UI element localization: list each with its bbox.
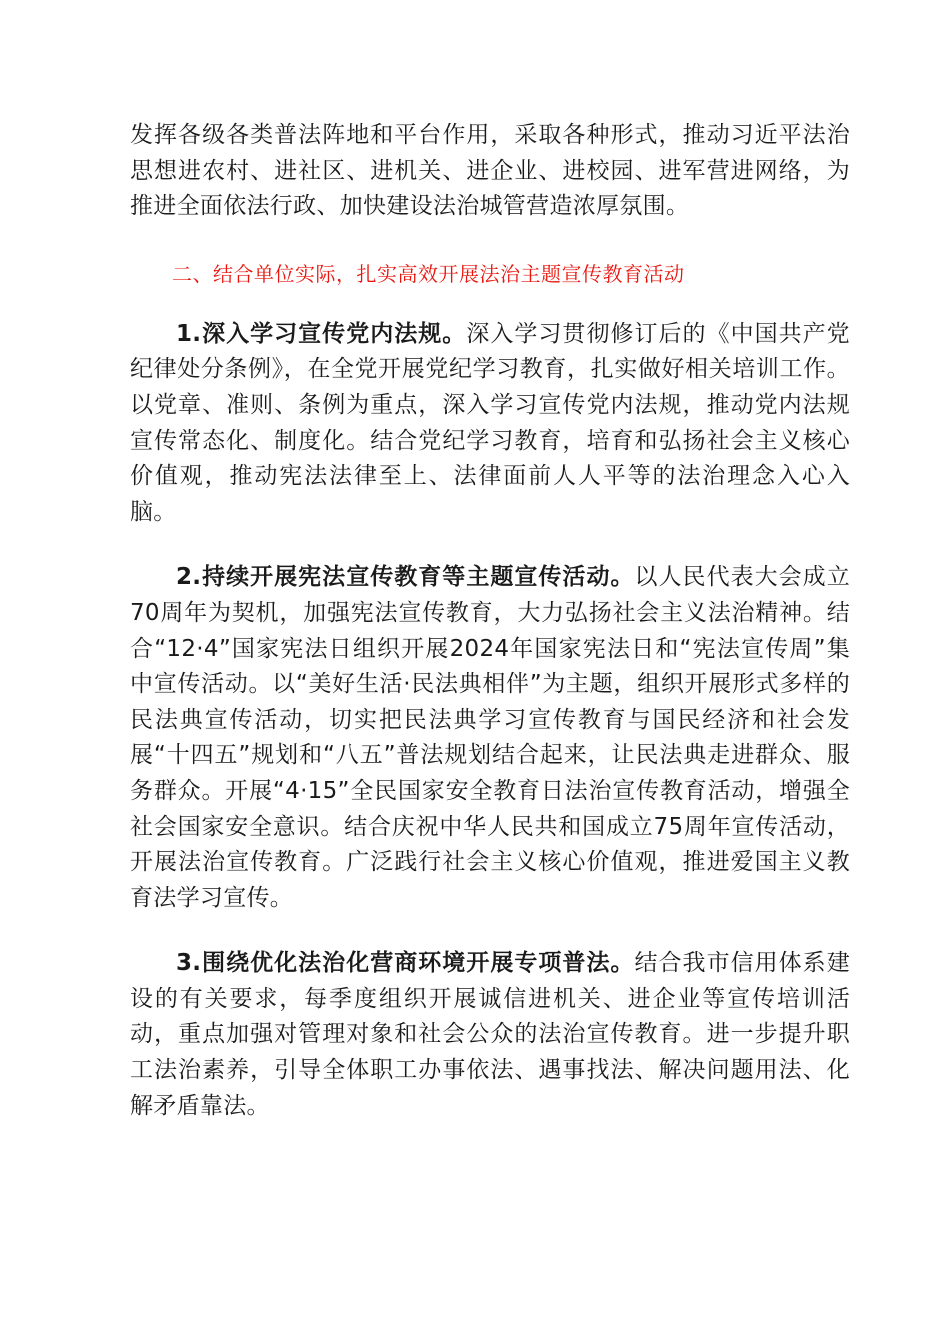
document-body bbox=[130, 118, 850, 1124]
item-body-3: 结合我市信用体系建设的有关要求，每季度组织开展诚信进机关、进企业等宣传培训活动，重点加强对管理对象和社会公众的法治宣传教育。进一步提升职工法治素养，引导全体职工办事依法、遇事找法、解决问题用法、化解矛盾靠法。 bbox=[130, 950, 850, 1119]
item-body-2: 以人民代表大会成立70周年为契机，加强宪法宣传教育，大力弘扬社会主义法治精神。结合“12·4”国家宪法日组织开展2024年国家宪法日和“宪法宣传周”集中宣传活动。以“美好生活·民法典相伴”为主题，组织开展形式多样的民法典宣传活动，切实把民法典学习宣传教育与国民经济和社会发展“十四五”规划和“八五”普法规划结合起来，让民法典走进群众、服务群众。开展“4·15”全民国家安全教育日法治宣传教育活动，增强全社会国家安全意识。结合庆祝中华人民共和国成立75周年宣传活动，开展法治宣传教育。广泛践行社会主义核心价值观，推进爱国主义教育法学习宣传。 bbox=[130, 564, 850, 911]
spacer bbox=[130, 916, 850, 946]
item-paragraph-2 bbox=[130, 560, 850, 916]
spacer bbox=[130, 225, 850, 259]
section-heading: 二、结合单位实际，扎实高效开展法治主题宣传教育活动 bbox=[172, 261, 685, 286]
spacer bbox=[130, 530, 850, 560]
item-title-1: 1.深入学习宣传党内法规。 bbox=[176, 320, 467, 347]
item-paragraph-1 bbox=[130, 317, 850, 531]
item-body-1: 深入学习贯彻修订后的《中国共产党纪律处分条例》，在全党开展党纪学习教育，扎实做好相关培训工作。以党章、准则、条例为重点，深入学习宣传党内法规，推动党内法规宣传常态化、制度化。结合党纪学习教育，培育和弘扬社会主义核心价值观，推动宪法法律至上、法律面前人人平等的法治理念入心入脑。 bbox=[130, 320, 850, 525]
item-title-3: 3.围绕优化法治化营商环境开展专项普法。 bbox=[176, 950, 635, 977]
spacer bbox=[130, 289, 850, 317]
item-paragraph-3 bbox=[130, 946, 850, 1124]
intro-paragraph: 发挥各级各类普法阵地和平台作用，采取各种形式，推动习近平法治思想进农村、进社区、进机关、进企业、进校园、进军营进网络，为推进全面依法行政、加快建设法治城管营造浓厚氛围。 bbox=[130, 122, 850, 220]
item-title-2: 2.持续开展宪法宣传教育等主题宣传活动。 bbox=[176, 564, 635, 591]
